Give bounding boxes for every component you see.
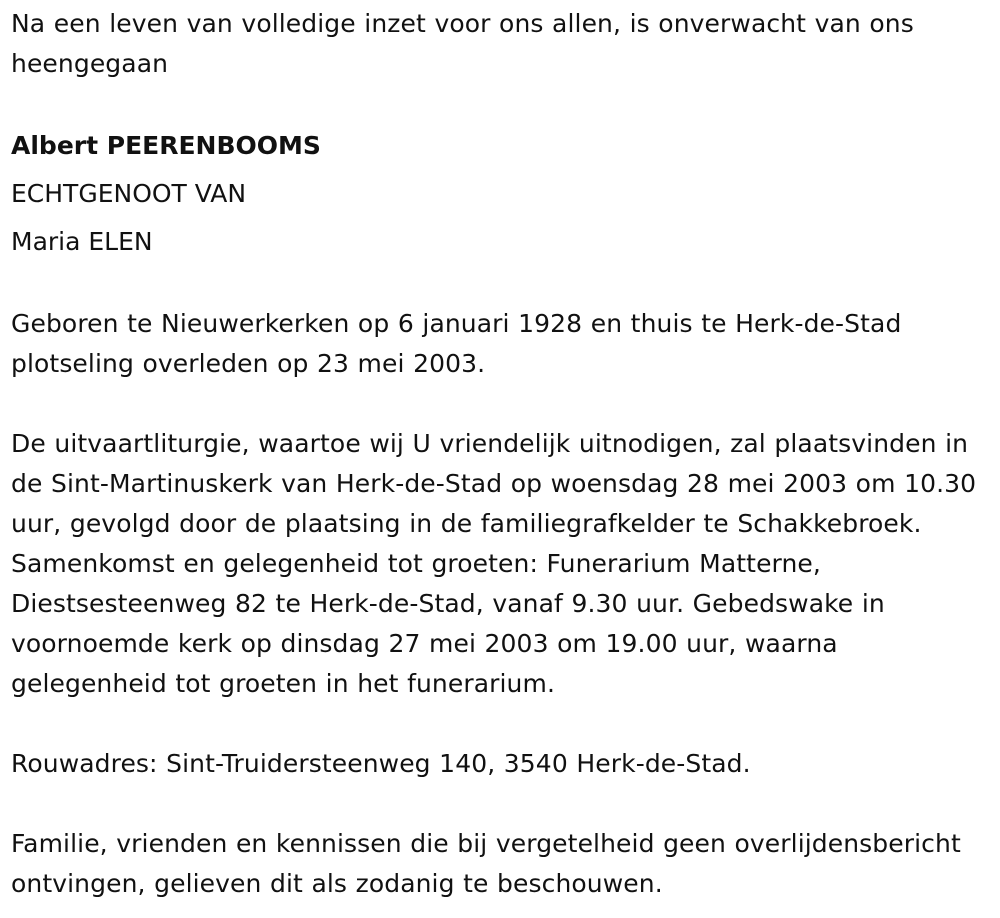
spacer xyxy=(11,784,991,824)
mourning-address: Rouwadres: Sint-Truidersteenweg 140, 3540 Herk-de-Stad. xyxy=(11,749,751,778)
funeral-text: De uitvaartliturgie, waartoe wij U vriendelijk uitnodigen, zal plaatsvinden in de Sint-Martinuskerk van Herk-de-Stad op woensdag 28 mei 2003 om 10.30 uur, gevolgd door de plaatsing in de familiegrafkelder te Schakkebroek. Samenkomst en gelegenheid tot groeten: Funerarium Matterne, Diestsesteenweg 82 te Herk-de-Stad, vanaf 9.30 uur. Gebedswake in voornoemde kerk op dinsdag 27 mei 2003 om 19.00 uur, waarna gelegenheid tot groeten in het funerarium. xyxy=(11,429,977,698)
deceased-name: Albert PEERENBOOMS xyxy=(11,131,321,160)
spouse-name: Maria ELEN xyxy=(11,227,153,256)
spacer xyxy=(11,704,991,744)
spacer xyxy=(11,266,991,304)
obituary-notice xyxy=(11,4,991,904)
closing-text: Familie, vrienden en kennissen die bij vergetelheid geen overlijdensbericht ontvingen, gelieven dit als zodanig te beschouwen. xyxy=(11,829,961,898)
spacer xyxy=(11,384,991,424)
relation-label: ECHTGENOOT VAN xyxy=(11,179,247,208)
spacer xyxy=(11,84,991,122)
intro-text: Na een leven van volledige inzet voor ons allen, is onverwacht van ons heengegaan xyxy=(11,9,914,78)
birth-death-text: Geboren te Nieuwerkerken op 6 januari 1928 en thuis te Herk-de-Stad plotseling overleden op 23 mei 2003. xyxy=(11,309,902,378)
